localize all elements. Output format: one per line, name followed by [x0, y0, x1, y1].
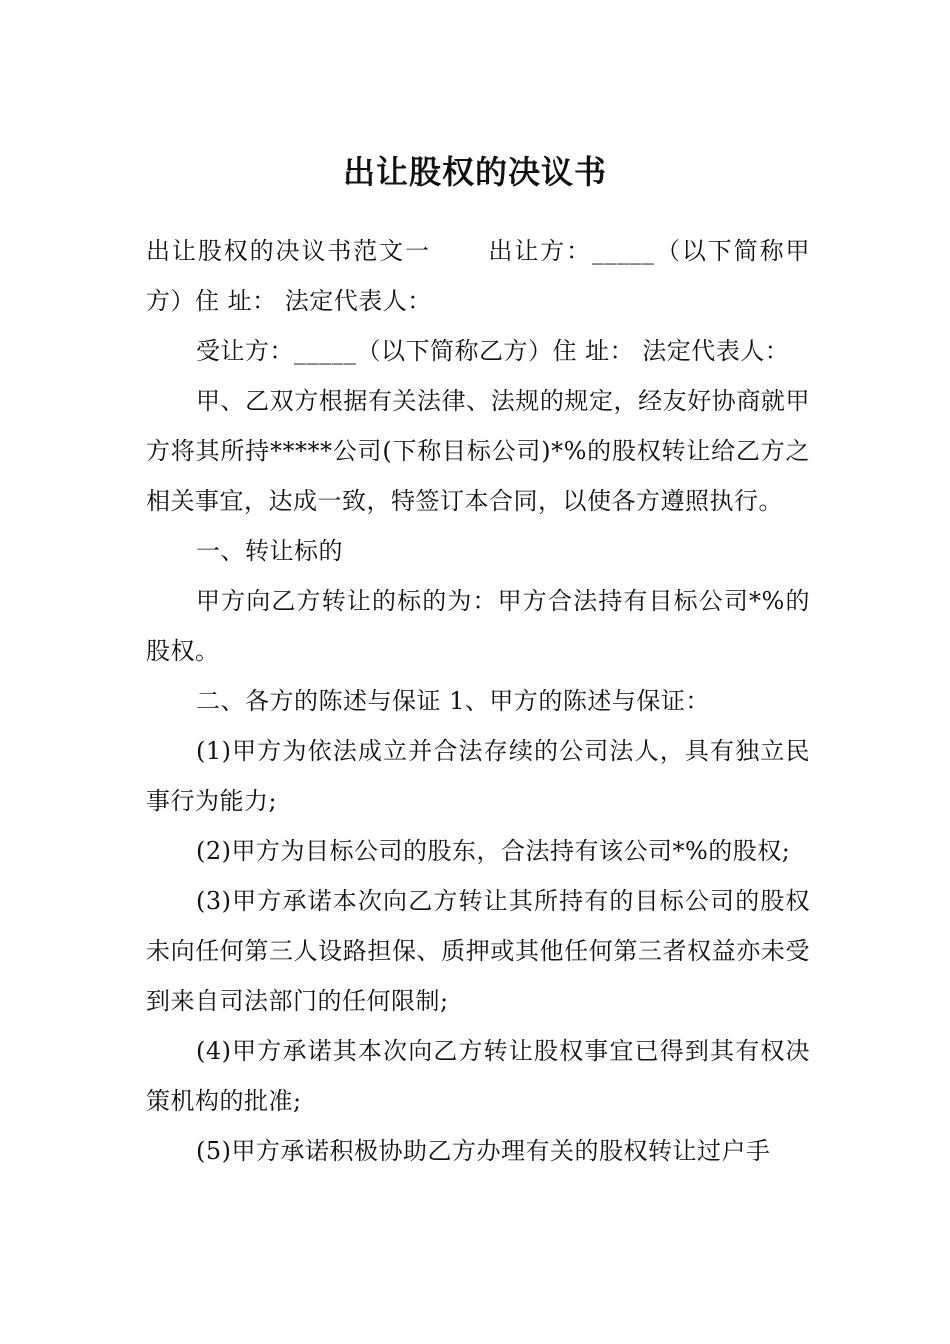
- paragraph-preamble: 甲、乙双方根据有关法律、法规的规定，经友好协商就甲方将其所持*****公司(下称目标公司)*%的股权转让给乙方之相关事宜，达成一致，特签订本合同，以使各方遵照执行。: [146, 387, 810, 515]
- paragraph-transferee: 受让方：_____（以下简称乙方）住 址： 法定代表人：: [196, 337, 790, 365]
- clause-2: (2)甲方为目标公司的股东，合法持有该公司*%的股权;: [196, 837, 791, 865]
- clause-4: (4)甲方承诺其本次向乙方转让股权事宜已得到其有权决策机构的批准;: [146, 1037, 810, 1115]
- document-body: [146, 226, 810, 1176]
- clause-5: (5)甲方承诺积极协助乙方办理有关的股权转让过户手: [196, 1137, 771, 1165]
- paragraph-sample-label: 出让股权的决议书范文一: [146, 237, 431, 265]
- section-heading-2: 二、各方的陈述与保证 1、甲方的陈述与保证：: [196, 687, 710, 715]
- paragraph-header: [146, 226, 810, 326]
- paragraph-subject: 甲方向乙方转让的标的为：甲方合法持有目标公司*%的股权。: [146, 587, 810, 665]
- paragraph-transferor: 出让方：_____（以下简称甲方）住 址： 法定代表人：: [146, 237, 810, 315]
- clause-3: (3)甲方承诺本次向乙方转让其所持有的目标公司的股权未向任何第三人设路担保、质押或其他任何第三者权益亦未受到来自司法部门的任何限制;: [146, 887, 810, 1015]
- clause-1: (1)甲方为依法成立并合法存续的公司法人，具有独立民事行为能力;: [146, 737, 810, 815]
- document-title: 出让股权的决议书: [342, 153, 607, 192]
- section-heading-1: 一、转让标的: [196, 537, 343, 565]
